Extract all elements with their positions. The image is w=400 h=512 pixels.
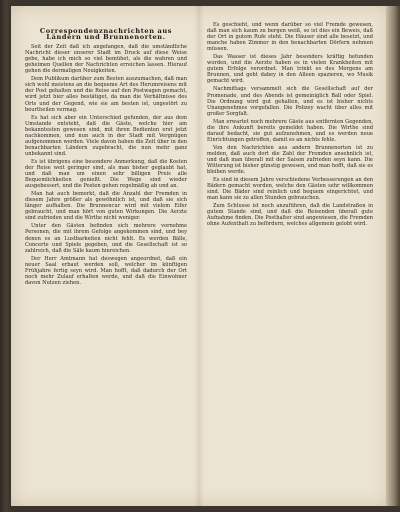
paragraph: Man hat auch bemerkt, daß die Anzahl der Fremden in diesem Jahre größer als gewöhnlich ist, und daß sie sich länger aufhalten. Die Brunnencur wird mit vielem Eifer gebraucht, und man hört von guten Wirkungen. Die Aerzte sind zufrieden und die Wirthe nicht weniger.: [25, 191, 187, 222]
paragraph: Zum Schlusse ist noch anzuführen, daß die Landstraßen in gutem Stande sind, und daß die Reisenden überall gute Aufnahme finden. Die Posthalter sind angewiesen, die Fremden ohne Aufenthalt zu befördern, welches allgemein gelobt wird.: [207, 203, 373, 228]
left-column: [25, 24, 187, 494]
paragraph: Dem Publikum darüber zum Besten auszumachen, daß man sich wohl meistens an die bequeme Art des Herumreisens mit der Post gehalten und die Reise auf den Postwagen gemacht, wird jetzt hier alles bestätiget, da man die Verhältnisse des Orts und der Gegend, wie sie am besten ist, ungestört zu beurtheilen vermag.: [25, 76, 187, 113]
paragraph: Von den Nachrichten aus andern Brunnenorten ist zu melden, daß auch dort die Zahl der Fremden ansehnlich ist, und daß man überall mit der Saison zufrieden seyn kann. Die Witterung ist bisher günstig gewesen, und man hofft, daß sie es bleiben werde.: [207, 144, 373, 176]
paragraph: Das Wasser ist dieses Jahr besonders kräftig befunden worden, und die Aerzte haben es in vielen Krankheiten mit gutem Erfolge verordnet. Man trinkt es des Morgens am Brunnen, und geht dabey in den Alleen spazieren, wo Musik gemacht wird.: [207, 54, 373, 85]
book-page: [11, 6, 389, 506]
paragraph: Nachmittags versammelt sich die Gesellschaft auf der Promenade, und des Abends ist gemeiniglich Ball oder Spiel. Die Ordnung wird gut gehalten, und es ist bisher nichts Unangenehmes vorgefallen. Die Polizey wacht über alles mit großer Sorgfalt.: [207, 86, 373, 117]
page-edge: [386, 6, 400, 506]
paragraph: Unter den Gästen befinden sich mehrere vornehme Personen, die mit ihrem Gefolge angekommen sind, und bey denen es an Lustbarkeiten nicht fehlt. Es werden Bälle, Concerte und Spiele gegeben, und die Gesellschaft ist so zahlreich, daß die Säle kaum hinreichen.: [25, 223, 187, 254]
paragraph: Seit der Zeit daß ich angefangen, daß die umständliche Nachricht dieser unserer Stadt im Druck auf diese Weise gebe, habe ich mich so viel bemühet, als die wahren und geheimen Quellen der Nachrichten erreichen lassen. Hierauf gehen die dermaligen Neuigkeiten.: [25, 44, 187, 75]
section-heading: Correspondenznachrichten aus Ländern und Brunnenorten.: [39, 27, 173, 42]
paragraph: Es hat sich aber ein Unterschied gefunden, der aus dem Umstande entsteht, daß die Gäste, welche hier am bekanntesten gewesen sind, mit ihren Bedienten erst jetzt nachkommen, und nun auch in der Stadt mit Vergnügen aufgenommen werden. Viele davon haben die Zeit über in den benachbarten Ländern zugebracht, die nun mehr ganz unbekannt sind.: [25, 114, 187, 157]
paragraph: Es geschieht, und wenn darüber so viel Fremde gewesen, daß man sich kaum zu bergen weiß, so ist dies ein Beweis, daß der Ort in gutem Rufe steht. Die Häuser sind alle besetzt, und manche haben Zimmer in den benachbarten Dörfern nehmen müssen.: [207, 22, 373, 53]
paragraph: Der Herr Amtmann hat deswegen angeordnet, daß ein neuer Saal erbaut werden soll, welcher im künftigen Frühjahre fertig seyn wird. Man hofft, daß dadurch der Ort noch mehr Zulauf erhalten werde, und daß die Einwohner davon Nutzen ziehen.: [25, 255, 187, 286]
paragraph: Es ist übrigens eine besondere Anmerkung, daß die Kosten der Reise weit geringer sind, als man bisher geglaubt hat, und daß man um einen sehr billigen Preis alle Bequemlichkeiten genießt. Die Wege sind wieder ausgebessert, und die Posten gehen regelmäßig ab und an.: [25, 158, 187, 190]
right-column: [207, 22, 373, 494]
paragraph: Es sind in diesem Jahre verschiedene Verbesserungen an den Bädern gemacht worden, welche den Gästen sehr willkommen sind. Die Bäder sind reinlich und bequem eingerichtet, und man kann sie zu allen Stunden gebrauchen.: [207, 177, 373, 202]
paragraph: Man erwartet noch mehrere Gäste aus entfernten Gegenden, die ihre Ankunft bereits gemeldet haben. Die Wirthe sind darauf bedacht, sie gut aufzunehmen, und es werden neue Einrichtungen getroffen, damit es an nichts fehle.: [207, 118, 373, 143]
